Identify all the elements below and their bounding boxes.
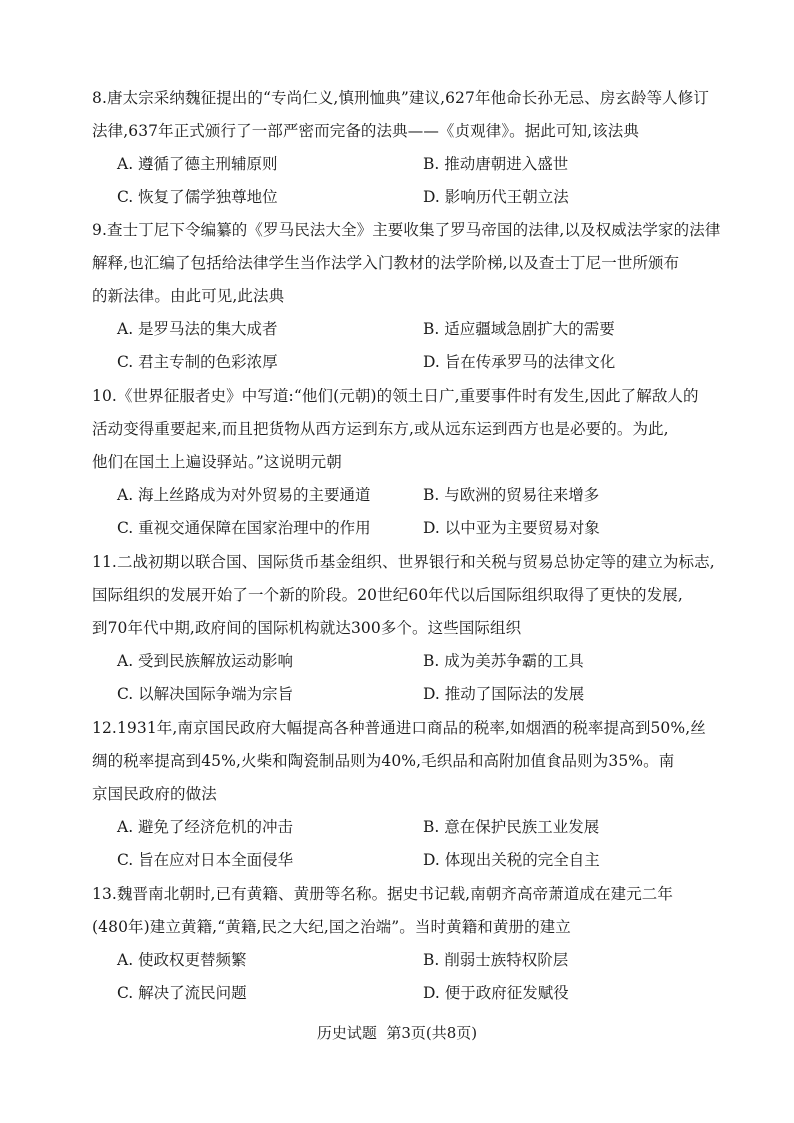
question-11 [92,546,722,711]
question-9 [92,214,722,379]
question-10 [92,380,722,545]
option-c: C. 君主专制的色彩浓厚 [117,353,278,371]
option-row [92,346,722,379]
option-row [92,512,722,545]
question-stem-line: 到70年代中期,政府间的国际机构就达300多个。这些国际组织 [92,619,522,637]
option-c: C. 重视交通保障在国家治理中的作用 [117,519,371,537]
option-row [92,678,722,711]
option-row [92,313,722,346]
option-b: B. 成为美苏争霸的工具 [423,652,584,670]
question-8 [92,82,722,214]
option-row [92,977,722,1010]
option-b: B. 削弱士族特权阶层 [423,951,569,969]
option-d: D. 旨在传承罗马的法律文化 [423,353,616,371]
question-13 [92,878,722,1010]
option-a: A. 受到民族解放运动影响 [117,652,294,670]
option-d: D. 以中亚为主要贸易对象 [423,519,600,537]
question-stem-line: 12.1931年,南京国民政府大幅提高各种普通进口商品的税率,如烟酒的税率提高到50%,丝 [92,719,706,737]
option-b: B. 推动唐朝进入盛世 [423,155,569,173]
question-stem-line: 10.《世界征服者史》中写道:“他们(元朝)的领土日广,重要事件时有发生,因此了解敌人的 [92,387,699,405]
question-stem-line: 京国民政府的做法 [92,785,217,803]
option-row [92,645,722,678]
option-row [92,811,722,844]
question-stem-line: 11.二战初期以联合国、国际货币基金组织、世界银行和关税与贸易总协定等的建立为标志, [92,553,715,571]
option-row [92,944,722,977]
option-b: B. 与欧洲的贸易往来增多 [423,486,600,504]
option-c: C. 旨在应对日本全面侵华 [117,851,294,869]
option-row [92,844,722,877]
option-d: D. 影响历代王朝立法 [423,188,569,206]
option-row [92,479,722,512]
option-d: D. 推动了国际法的发展 [423,685,585,703]
question-stem-line: 国际组织的发展开始了一个新的阶段。20世纪60年代以后国际组织取得了更快的发展, [92,586,683,604]
question-stem-line: 他们在国土上遍设驿站。”这说明元朝 [92,453,342,471]
option-c: C. 解决了流民问题 [117,984,247,1002]
question-stem-line: 13.魏晋南北朝时,已有黄籍、黄册等名称。据史书记载,南朝齐高帝萧道成在建元二年 [92,885,674,903]
option-row [92,181,722,214]
option-a: A. 遵循了德主刑辅原则 [117,155,278,173]
question-stem-line: 解释,也汇编了包括给法律学生当作法学入门教材的法学阶梯,以及查士丁尼一世所颁布 [92,254,680,272]
question-stem-line: 活动变得重要起来,而且把货物从西方运到东方,或从远东运到西方也是必要的。为此, [92,420,669,438]
option-d: D. 体现出关税的完全自主 [423,851,600,869]
question-stem-line: 9.查士丁尼下令编纂的《罗马民法大全》主要收集了罗马帝国的法律,以及权威法学家的法律 [92,221,721,239]
option-c: C. 以解决国际争端为宗旨 [117,685,294,703]
option-a: A. 是罗马法的集大成者 [117,320,278,338]
page-footer: 历史试题 第3页(共8页) [316,1024,478,1042]
option-d: D. 便于政府征发赋役 [423,984,569,1002]
question-stem-line: 的新法律。由此可见,此法典 [92,287,285,305]
question-stem-line: 法律,637年正式颁行了一部严密而完备的法典——《贞观律》。据此可知,该法典 [92,122,639,140]
option-a: A. 避免了经济危机的冲击 [117,818,294,836]
option-a: A. 使政权更替频繁 [117,951,247,969]
question-stem-line: 8.唐太宗采纳魏征提出的“专尚仁义,慎刑恤典”建议,627年他命长孙无忌、房玄龄等人修订 [92,89,709,107]
option-a: A. 海上丝路成为对外贸易的主要通道 [117,486,371,504]
option-b: B. 意在保护民族工业发展 [423,818,600,836]
option-row [92,148,722,181]
question-stem-line: (480年)建立黄籍,“黄籍,民之大纪,国之治端”。当时黄籍和黄册的建立 [92,918,571,936]
option-c: C. 恢复了儒学独尊地位 [117,188,278,206]
option-b: B. 适应疆域急剧扩大的需要 [423,320,615,338]
question-12 [92,712,722,877]
question-stem-line: 绸的税率提高到45%,火柴和陶瓷制品则为40%,毛织品和高附加值食品则为35%。南 [92,752,675,770]
